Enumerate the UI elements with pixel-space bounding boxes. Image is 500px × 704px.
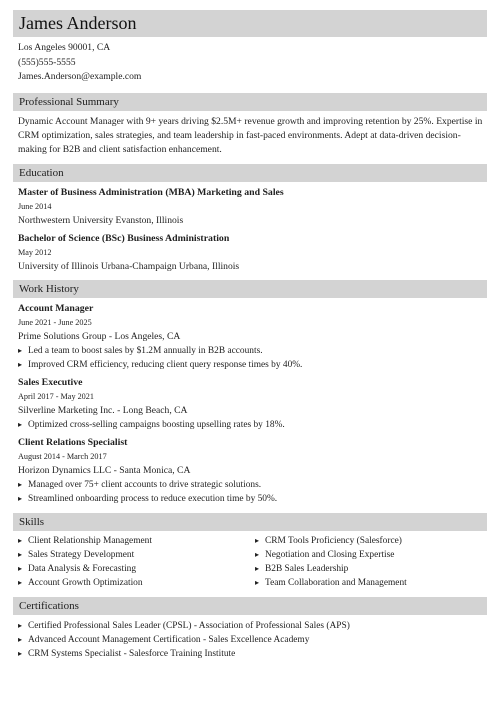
work-heading-text: Work History [19,283,79,296]
job-title: Client Relations Specialist [18,437,128,449]
section-heading-work [13,280,487,298]
bullet-icon: ▸ [255,578,260,588]
degree-title: Master of Business Administration (MBA) Marketing and Sales [18,187,284,199]
bullet-text: Improved CRM efficiency, reducing client query response times by 40%. [28,360,303,371]
skill-text: Data Analysis & Forecasting [28,564,137,575]
contact-location: Los Angeles 90001, CA [18,42,111,53]
job-bullets [13,478,487,506]
skill-text: Sales Strategy Development [28,550,135,561]
list-item [255,576,487,590]
skills-heading-text: Skills [19,516,45,529]
section-heading-summary [13,93,487,111]
bullet-icon: ▸ [18,578,23,588]
bullet-icon: ▸ [18,480,23,490]
name-header [13,10,487,37]
bullet-icon: ▸ [18,536,23,546]
job-dates: August 2014 - March 2017 [18,452,107,462]
job-dates: April 2017 - May 2021 [18,392,94,402]
bullet-icon: ▸ [18,420,23,430]
list-item [18,619,487,633]
bullet-icon: ▸ [18,649,23,659]
bullet-icon: ▸ [18,550,23,560]
list-item [255,548,487,562]
candidate-name: James Anderson [19,13,137,33]
certification-text: Advanced Account Management Certification - Sales Excellence Academy [28,635,310,646]
degree-date: June 2014 [18,202,52,212]
job-company: Horizon Dynamics LLC - Santa Monica, CA [18,465,191,477]
education-entry [13,232,487,274]
bullet-icon: ▸ [255,550,260,560]
summary-text: Dynamic Account Manager with 9+ years driving $2.5M+ revenue growth and improving retention by 25%. Expertise in CRM optimization, sales strategies, and team leadership in fast-paced environments. Adept at data-driven decision-making for B2B and client satisfaction enhancement. [18,115,483,155]
job-company: Prime Solutions Group - Los Angeles, CA [18,331,181,343]
skill-text: Negotiation and Closing Expertise [265,550,395,561]
bullet-icon: ▸ [18,360,23,370]
list-item [18,418,487,432]
degree-title: Bachelor of Science (BSc) Business Administration [18,233,230,245]
skills-grid [13,534,487,590]
list-item [18,344,487,358]
education-entry [13,186,487,228]
bullet-text: Optimized cross-selling campaigns boosting upselling rates by 18%. [28,420,285,431]
section-heading-education [13,164,487,182]
list-item [255,534,487,548]
bullet-icon: ▸ [18,564,23,574]
job-title: Sales Executive [18,377,83,389]
list-item [18,478,487,492]
school-name: Northwestern University Evanston, Illinois [18,215,184,227]
summary-heading-text: Professional Summary [19,95,119,108]
certification-text: Certified Professional Sales Leader (CPSL) - Association of Professional Sales (APS) [28,621,350,632]
skills-column-right [250,534,487,590]
work-entry [13,436,487,506]
bullet-icon: ▸ [18,621,23,631]
skill-text: Account Growth Optimization [28,578,143,589]
contact-email: James.Anderson@example.com [18,71,142,82]
contact-block [18,41,487,85]
bullet-icon: ▸ [18,635,23,645]
skill-text: B2B Sales Leadership [265,564,349,575]
list-item [18,647,487,661]
list-item [18,492,487,506]
section-heading-skills [13,513,487,531]
certification-text: CRM Systems Specialist - Salesforce Training Institute [28,649,236,660]
skill-text: CRM Tools Proficiency (Salesforce) [265,536,402,547]
work-entry [13,302,487,372]
education-heading-text: Education [19,167,64,180]
list-item [18,576,250,590]
list-item [18,548,250,562]
list-item [18,633,487,647]
bullet-text: Managed over 75+ client accounts to drive strategic solutions. [28,480,262,491]
list-item [18,534,250,548]
certifications-list [13,619,487,661]
job-company: Silverline Marketing Inc. - Long Beach, CA [18,405,188,417]
list-item [18,358,487,372]
skills-column-left [13,534,250,590]
contact-phone: (555)555-5555 [18,56,76,68]
degree-date: May 2012 [18,248,52,258]
job-title: Account Manager [18,303,94,315]
job-bullets [13,344,487,372]
certifications-heading-text: Certifications [19,600,79,613]
job-dates: June 2021 - June 2025 [18,318,92,328]
bullet-text: Led a team to boost sales by $1.2M annually in B2B accounts. [28,346,263,357]
bullet-icon: ▸ [255,536,260,546]
list-item [18,562,250,576]
bullet-icon: ▸ [18,346,23,356]
section-heading-certifications [13,597,487,615]
skill-text: Client Relationship Management [28,536,152,547]
bullet-icon: ▸ [255,564,260,574]
job-bullets [13,418,487,432]
school-name: University of Illinois Urbana-Champaign Urbana, Illinois [18,261,240,273]
list-item [255,562,487,576]
skill-text: Team Collaboration and Management [265,578,407,589]
work-entry [13,376,487,432]
bullet-text: Streamlined onboarding process to reduce execution time by 50%. [28,494,278,505]
bullet-icon: ▸ [18,494,23,504]
